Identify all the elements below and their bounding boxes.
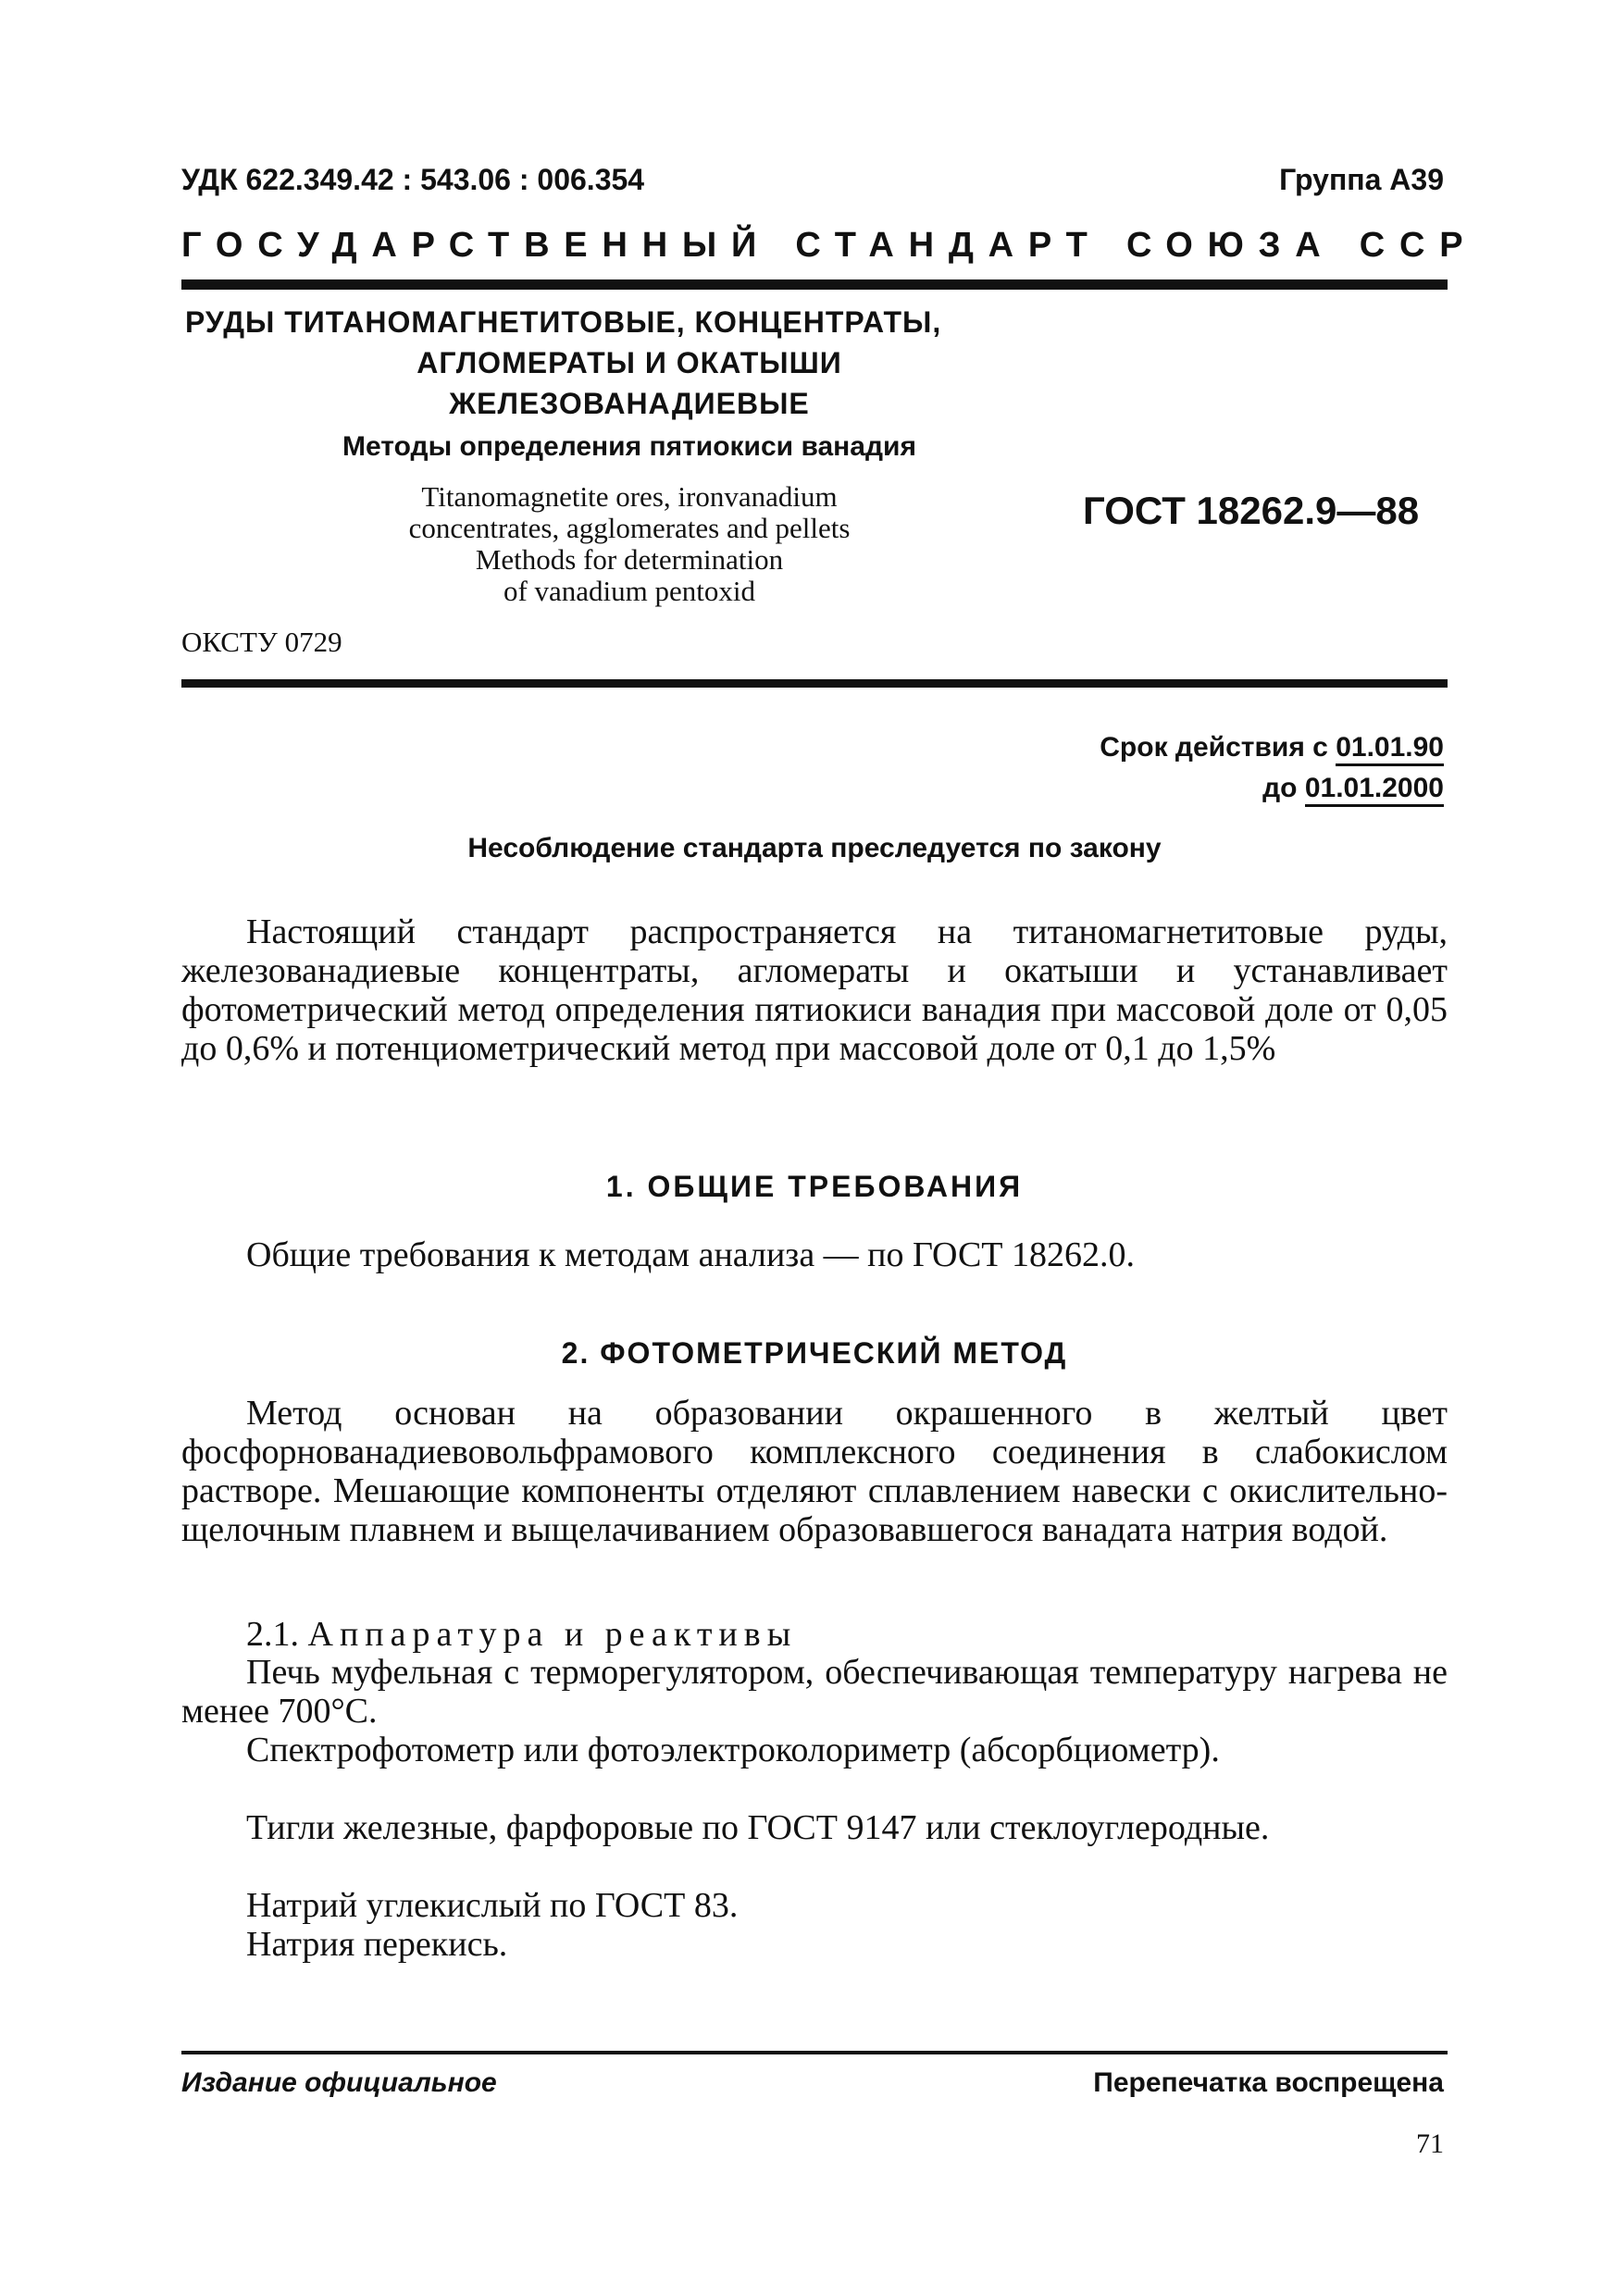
title-rule: [181, 679, 1448, 688]
section-2-text: Метод основан на образовании окрашенного в желтый цвет фосфорнованадиевовольфрамового комплексного соединения в слабокислом растворе. Мешающие компоненты отделяют сплавлением навески с окислительно-щелочным плавнем и выщелачиванием образовавшегося ванадата натрия водой.: [181, 1394, 1448, 1549]
official-edition-label: Издание официальное: [181, 2067, 497, 2098]
compliance-notice: Несоблюдение стандарта преследуется по закону: [467, 833, 1162, 863]
section-2-heading: 2. ФОТОМЕТРИЧЕСКИЙ МЕТОД: [561, 1336, 1068, 1370]
validity-from-date: 01.01.90: [1336, 732, 1444, 766]
group-code: Группа А39: [1279, 163, 1444, 196]
validity-period: [1100, 727, 1444, 809]
validity-to-date: 01.01.2000: [1305, 773, 1444, 807]
section-1-text: Общие требования к методам анализа — по ГОСТ 18262.0.: [246, 1235, 1136, 1274]
udk-code: УДК 622.349.42 : 543.06 : 006.354: [181, 163, 645, 196]
list-item: Тигли железные, фарфоровые по ГОСТ 9147 или стеклоуглеродные.: [246, 1808, 1270, 1847]
state-standard-banner: ГОСУДАРСТВЕННЫЙ СТАНДАРТ СОЮЗА ССР: [181, 226, 1478, 265]
document-title: [185, 302, 1074, 424]
section-1-heading: 1. ОБЩИЕ ТРЕБОВАНИЯ: [605, 1170, 1024, 1203]
validity-from: [1100, 727, 1444, 768]
subsection-heading: Аппаратура и реактивы: [307, 1615, 798, 1654]
okstu-code: ОКСТУ 0729: [181, 626, 342, 658]
english-title-line-3: Methods for determination: [475, 543, 784, 576]
list-item: Печь муфельная с терморегулятором, обеспечивающая температуру нагрева не менее 700°С.: [181, 1653, 1448, 1731]
gost-number: [1083, 489, 1419, 534]
english-title: [315, 481, 944, 607]
list-item: Спектрофотометр или фотоэлектроколориметр (абсорбциометр).: [246, 1731, 1220, 1769]
validity-to: [1100, 768, 1444, 809]
reprint-prohibited-label: Перепечатка воспрещена: [1093, 2067, 1444, 2098]
document-subtitle: Методы определения пятиокиси ванадия: [342, 431, 916, 462]
title-line-2: АГЛОМЕРАТЫ И ОКАТЫШИ: [416, 346, 842, 379]
subsection-number: 2.1.: [246, 1615, 299, 1654]
english-title-line-1: Titanomagnetite ores, ironvanadium: [421, 480, 838, 513]
top-rule: [181, 279, 1448, 290]
page-number: 71: [1416, 2128, 1444, 2159]
list-item: Натрия перекись.: [246, 1925, 508, 1964]
intro-paragraph: Настоящий стандарт распространяется на титаномагнетитовые руды, железованадиевые концентраты, агломераты и окатыши и устанавливает фотометрический метод определения пятиокиси ванадия при массовой доле от 0,05 до 0,6% и потенциометрический метод при массовой доле от 0,1 до 1,5%: [181, 912, 1448, 1068]
footer-rule: [181, 2051, 1448, 2054]
validity-from-label: Срок действия с: [1100, 732, 1328, 763]
title-line-3: ЖЕЛЕЗОВАНАДИЕВЫЕ: [449, 387, 810, 420]
validity-to-label: до: [1262, 773, 1298, 803]
subsection-2-1: [246, 1614, 797, 1655]
gost-number-text: ГОСТ 18262.9—88: [1083, 489, 1420, 532]
english-title-line-4: of vanadium pentoxid: [503, 575, 756, 607]
english-title-line-2: concentrates, agglomerates and pellets: [408, 512, 851, 544]
list-item: Натрий углекислый по ГОСТ 83.: [246, 1886, 739, 1925]
title-line-1: РУДЫ ТИТАНОМАГНЕТИТОВЫЕ, КОНЦЕНТРАТЫ,: [185, 305, 942, 339]
